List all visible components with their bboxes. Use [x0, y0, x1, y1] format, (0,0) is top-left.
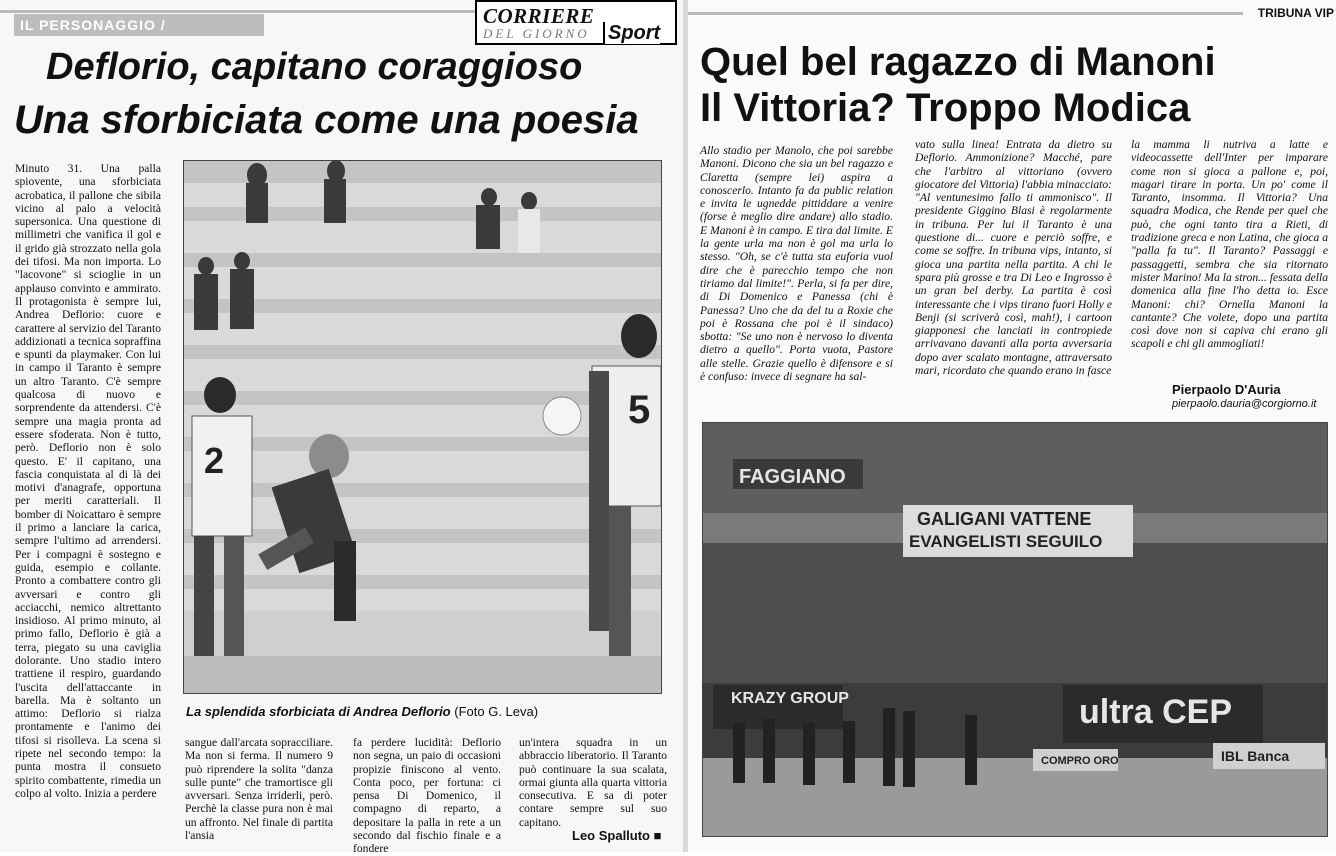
banner-evangelisti: EVANGELISTI SEGUILO	[909, 532, 1103, 551]
banner-compro-oro: COMPRO ORO	[1041, 755, 1119, 767]
logo-line3: Sport	[603, 22, 660, 44]
headline-right-line1: Quel bel ragazzo di Manoni	[700, 40, 1216, 84]
stadium-photo	[702, 422, 1328, 837]
vip-column-2: vato sulla linea! Entrata da dietro su Deflorio. Ammonizione? Macché, pare che l'arbitro al vittoriano (ovvero giocatore del Vittoria) l'abbia minacciato: "Al ventunesimo fallo ti ammonisco". Il presidente Giggino Blasi è regolarmente in tribuna. Per lui il Taranto è una questione di... cuore e perciò soffre, e come se soffre. In tribuna vips, intanto, si gioca una partita nella partita. A chi le spara più grosse e tra Di Leo e Ingrosso è un gran bel derby. La partita è così interessante che i vips tirano fuori Holly e Benji (si scriverà così, mah!), i cartoon giapponesi che lanciati in contropiede arrivavano davanti alla porta avversaria dopo aver scalato montagne, attraversato mari, ricordato che quando erano in fasce	[915, 138, 1112, 378]
article-column-4: un'intera squadra in un abbraccio liberatorio. Il Taranto può continuare la sua scalata, ormai giunta alla quarta vittoria consecutiva. E sa di poter contare sempre sul suo capitano.	[519, 736, 667, 829]
article-column-3: fa perdere lucidità: Deflorio non segna, un paio di occasioni propizie finiscono al vento. Conta poco, per fortuna: ci pensa Di Domenico, il compagno di reparto, a depositare la palla in rete a un secondo dal fischio finale e a fondere	[353, 736, 501, 856]
article-column-1: Minuto 31. Una palla spiovente, una sforbiciata acrobatica, il pallone che sibila vicino al palo a velocità supersonica. Una questione di millimetri che vanifica il gol e il grido già strozzato nella gola dei tifosi. Ma non importa. Lo "lacovone" si scioglie in un applauso convinto e ammirato. Il protagonista è sempre lui, Andrea Deflorio: cuore e carattere al servizio del Taranto addizionati a tecnica sopraffina e spunti da playmaker. Con lui in campo il Taranto è sempre un altro Taranto. C'è sempre qualcosa di nuovo e sorprendente da attendersi. C'è sempre una magia pronta ad essere sfoderata. Non è tutto, però. Deflorio non è solo questo. E' il capitano, una fascia conquistata al di là dei motivi d'anagrafe, opportuna per meriti caratteriali. Il bomber di Noicattaro è sempre il primo a lanciare la carica, sempre l'ultimo ad arrendersi. Per i compagni è sostegno e guida, esempio e collante. Pronto a combattere contro gli avversari e contro gli acciacchi, nemico altrettanto insidioso. Al primo minuto, al primo fallo, Deflorio è già a terra, piegato su una caviglia dolorante. Uno stadio intero trattiene il respiro, guardando l'uscita dell'attaccante in barella. Ma è soltanto un attimo: Deflorio si rialza prontamente e l'animo dei tifosi si risolleva. La scena si ripete nel secondo tempo: la punta mostra il consueto spirito combattente, rimedia un colpo al volto. Inizia a perdere	[15, 162, 161, 800]
photo-curva-tifosi	[703, 423, 1327, 836]
logo-line2: DEL GIORNO	[483, 26, 590, 41]
banner-krazy: KRAZY GROUP	[731, 690, 849, 707]
caption-title: La splendida sforbiciata di Andrea Deflorio	[186, 704, 451, 719]
author-byline: Leo Spalluto ■	[572, 828, 662, 843]
photo-caption	[186, 704, 666, 719]
banner-galigani: GALIGANI VATTENE	[917, 509, 1092, 529]
headline-line2: Una sforbiciata come una poesia	[14, 98, 639, 142]
section-label-text: IL PERSONAGGIO /	[20, 17, 166, 33]
newspaper-logo	[475, 0, 677, 45]
section-label	[14, 14, 264, 36]
header-rule-right	[688, 12, 1243, 15]
right-article-page	[688, 0, 1336, 852]
banner-ultra-cep: ultra CEP	[1079, 693, 1233, 731]
svg-text:5: 5	[628, 388, 651, 432]
headline-line1: Deflorio, capitano coraggioso	[46, 46, 583, 88]
vip-column-3: la mamma li nutriva a latte e videocassette dell'Inter per imparare come non si gioca a pallone e, poi, magari tirare in porta. Un po' come il Taranto, insomma. Il Vittoria? Una squadra Modica, che Rende per quel che può, che ogni tanto tira a Rieti, di tradizione greca e non Latina, che gioca a "palla fa tu". Il Taranto? Passaggi e passaggetti, sembra che sia ritornato mister Marino! Ma la stron... fessata della domenica alla fine l'ho detta io. Esce Manoni: chi? Ornella Manoni la cantante? Che volete, dopo una partita così dove non si capiva chi erano gli scapoli e chi gli ammogliati!	[1131, 138, 1328, 351]
photo-sforbiciata	[184, 161, 661, 693]
author-email: pierpaolo.dauria@corgiorno.it	[1172, 398, 1317, 410]
logo-line1: CORRIERE	[483, 4, 595, 28]
banner-ibl: IBL Banca	[1221, 748, 1290, 764]
svg-text:2: 2	[204, 440, 225, 481]
article-column-2: sangue dall'arcata sopracciliare. Ma non si ferma. Il numero 9 può riprendere la solita "danza sulle punte" che tramortisce gli avversari. Senza irriderli, però. Perchè la classe pura non è mai un affronto. Nel finale di partita l'ansia	[185, 736, 333, 843]
author-byline-right: Pierpaolo D'Auria	[1172, 382, 1281, 397]
section-label-right: TRIBUNA VIP	[1257, 6, 1334, 20]
caption-credit: (Foto G. Leva)	[454, 704, 539, 719]
vip-column-1: Allo stadio per Manolo, che poi sarebbe Manoni. Dicono che sia un bel ragazzo e Claretta (sempre lei) aspira a conoscerlo. Intanto fa da public relation e invita le ugnedde pittiddare a venire (forse è meglio dire andare) allo stadio. E Manoni è in campo. E tira dal limite. E la gente urla ma non è gol ma urla lo stesso. "Oh, se c'è tutta sta euforia vuol dire che è parecchio tempo che non tiriamo dal limite!". Perla, si fa per dire, di Di Domenico e Panessa (chi è Panessa? Uno che da del tu a Roxie che poi è Rossana che poi è il sindaco) sbotta: "Se uno non è nervoso lo diventa dietro a quello". Porta vuota, Pastore alle stelle. Grazie quello è difensore e si è confuso: invece di segnare ha sal-	[700, 144, 893, 384]
match-photo	[183, 160, 662, 694]
banner-faggiano: FAGGIANO	[739, 466, 846, 488]
headline-right-line2: Il Vittoria? Troppo Modica	[700, 86, 1191, 130]
